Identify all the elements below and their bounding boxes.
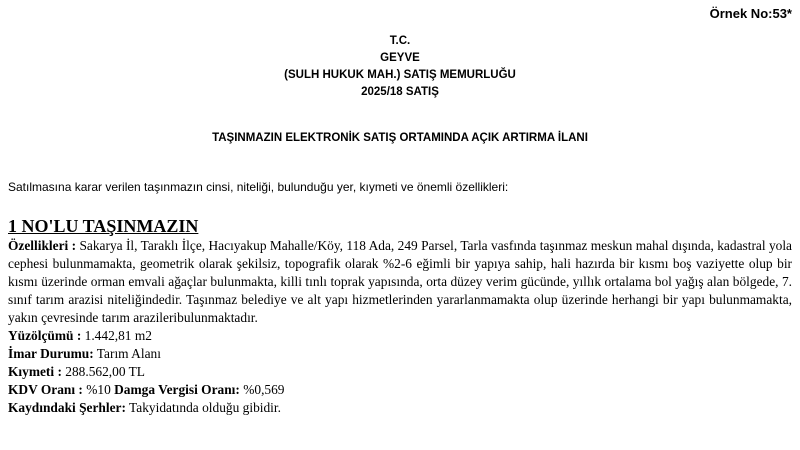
annotations-value: Takyidatında olduğu gibidir. [125, 400, 281, 415]
notice-title: TAŞINMAZIN ELEKTRONİK SATIŞ ORTAMINDA AÇIK ARTIRMA İLANI [212, 132, 588, 144]
vat-label: KDV Oranı : [8, 382, 83, 397]
document-header [0, 33, 800, 101]
features-paragraph [8, 237, 792, 327]
stamp-tax-label: Damga Vergisi Oranı: [114, 382, 240, 397]
value-amount: 288.562,00 TL [61, 364, 145, 379]
area-label: Yüzölçümü : [8, 328, 82, 343]
value-row [8, 363, 792, 381]
header-line-tc: T.C. [389, 35, 411, 47]
stamp-tax-value: %0,569 [239, 382, 285, 397]
header-line-case: 2025/18 SATIŞ [361, 86, 439, 98]
zoning-label: İmar Durumu: [8, 346, 94, 361]
tax-row [8, 381, 792, 399]
sample-number: Örnek No:53* [709, 6, 792, 21]
property-details [8, 237, 792, 417]
annotations-label: Kaydındaki Şerhler: [8, 400, 126, 415]
header-line-city: GEYVE [380, 52, 420, 64]
zoning-row [8, 345, 792, 363]
area-row [8, 327, 792, 345]
zoning-value: Tarım Alanı [93, 346, 161, 361]
annotations-row [8, 399, 792, 417]
value-label: Kıymeti : [8, 364, 62, 379]
features-label: Özellikleri : [8, 238, 77, 253]
intro-text: Satılmasına karar verilen taşınmazın cinsi, niteliği, bulunduğu yer, kıymeti ve önemli özellikleri: [8, 180, 509, 194]
area-value: 1.442,81 m2 [81, 328, 152, 343]
property-heading: 1 NO'LU TAŞINMAZIN [8, 216, 199, 236]
header-line-office: (SULH HUKUK MAH.) SATIŞ MEMURLUĞU [284, 69, 516, 81]
vat-value: %10 [82, 382, 115, 397]
features-text: Sakarya İl, Taraklı İlçe, Hacıyakup Mahalle/Köy, 118 Ada, 249 Parsel, Tarla vasfında taşınmaz meskun mahal dışında, kadastral yola cephesi bulunmamakta, geometrik olarak şekilsiz, topografik olarak %2-6 eğimli bir yapıya sahip, hali hazırda bir kısmı boş vaziyette olup bir kısmı üzerinde orman emvali ağaçlar bulunmakta, killi tınlı toprak yapısında, orta düzey verim gücünde, yıllık ortalama bol yağış alan bölgede, 7. sınıf tarım arazisi niteliğindedir. Taşınmaz belediye ve alt yapı hizmetlerinden yararlanmamakta olup üzerinde herhangi bir yapı bulunmamakta, yakın çevresinde tarım arazileribulunmaktadır. [8, 238, 793, 325]
